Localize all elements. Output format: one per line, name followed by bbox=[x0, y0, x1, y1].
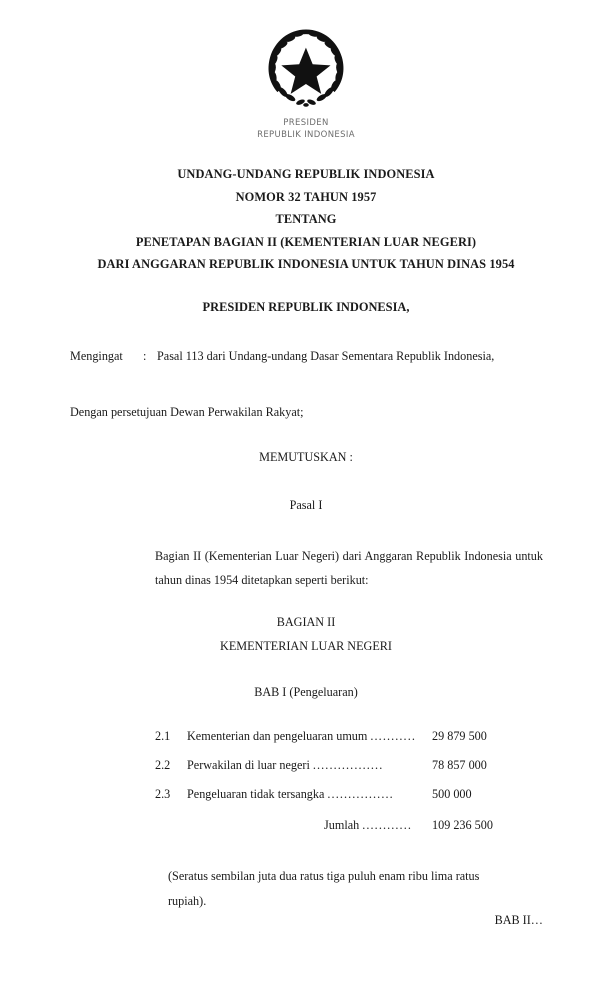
item-dot-leader: ........... bbox=[370, 729, 416, 743]
considerations-label: Mengingat bbox=[70, 349, 123, 363]
item-amount: 500 000 bbox=[432, 787, 472, 801]
section-heading-ministry: KEMENTERIAN LUAR NEGERI bbox=[220, 639, 392, 653]
table-row bbox=[155, 787, 555, 816]
item-number: 2.1 bbox=[155, 729, 171, 743]
emblem-caption-line1: PRESIDEN bbox=[283, 118, 329, 128]
budget-item-list bbox=[155, 729, 555, 847]
amount-in-words-line1: (Seratus sembilan juta dua ratus tiga puluh enam ribu lima ratus bbox=[168, 869, 480, 883]
title-line-3: TENTANG bbox=[275, 212, 337, 227]
presidential-seal-icon bbox=[260, 24, 352, 116]
total-label: Jumlah bbox=[324, 818, 360, 832]
decides-heading: MEMUTUSKAN : bbox=[259, 450, 353, 464]
title-line-5: DARI ANGGARAN REPUBLIK INDONESIA UNTUK TAHUN DINAS 1954 bbox=[97, 257, 515, 272]
item-label: Kementerian dan pengeluaran umum bbox=[187, 729, 368, 743]
amount-in-words bbox=[168, 864, 543, 914]
table-row bbox=[155, 729, 555, 758]
item-amount: 29 879 500 bbox=[432, 729, 487, 743]
item-number: 2.2 bbox=[155, 758, 171, 772]
table-row-total bbox=[155, 818, 555, 847]
emblem-block bbox=[0, 24, 612, 141]
document-title bbox=[40, 163, 572, 276]
total-dot-leader: ............ bbox=[362, 818, 412, 832]
item-number: 2.3 bbox=[155, 787, 171, 801]
considerations-row bbox=[70, 346, 542, 366]
next-chapter-marker: BAB II… bbox=[494, 913, 543, 927]
item-label: Perwakilan di luar negeri bbox=[187, 758, 310, 772]
section-heading-chapter: BAB I (Pengeluaran) bbox=[254, 685, 358, 699]
item-dot-leader: ................ bbox=[327, 787, 394, 801]
article-heading: Pasal I bbox=[289, 498, 323, 512]
title-line-4: PENETAPAN BAGIAN II (KEMENTERIAN LUAR NEGERI) bbox=[135, 234, 477, 249]
section-heading-bagian: BAGIAN II bbox=[276, 615, 336, 629]
body-paragraph: Bagian II (Kementerian Luar Negeri) dari Anggaran Republik Indonesia untuk tahun dinas 1954 ditetapkan seperti berikut: bbox=[155, 549, 543, 587]
approval-statement: Dengan persetujuan Dewan Perwakilan Rakyat; bbox=[70, 405, 304, 419]
issuing-authority: PRESIDEN REPUBLIK INDONESIA, bbox=[202, 300, 410, 314]
item-amount: 78 857 000 bbox=[432, 758, 487, 772]
considerations-colon: : bbox=[143, 349, 147, 363]
emblem-caption-line2: REPUBLIK INDONESIA bbox=[257, 129, 355, 140]
title-line-2: NOMOR 32 TAHUN 1957 bbox=[235, 189, 377, 204]
considerations-value: Pasal 113 dari Undang-undang Dasar Sementara Republik Indonesia, bbox=[157, 349, 495, 363]
emblem-caption bbox=[0, 118, 612, 141]
item-dot-leader: ................. bbox=[312, 758, 384, 772]
item-label: Pengeluaran tidak tersangka bbox=[187, 787, 325, 801]
total-amount: 109 236 500 bbox=[432, 818, 493, 832]
title-line-1: UNDANG-UNDANG REPUBLIK INDONESIA bbox=[177, 167, 435, 181]
table-row bbox=[155, 758, 555, 787]
amount-in-words-line2: rupiah). bbox=[168, 894, 207, 908]
